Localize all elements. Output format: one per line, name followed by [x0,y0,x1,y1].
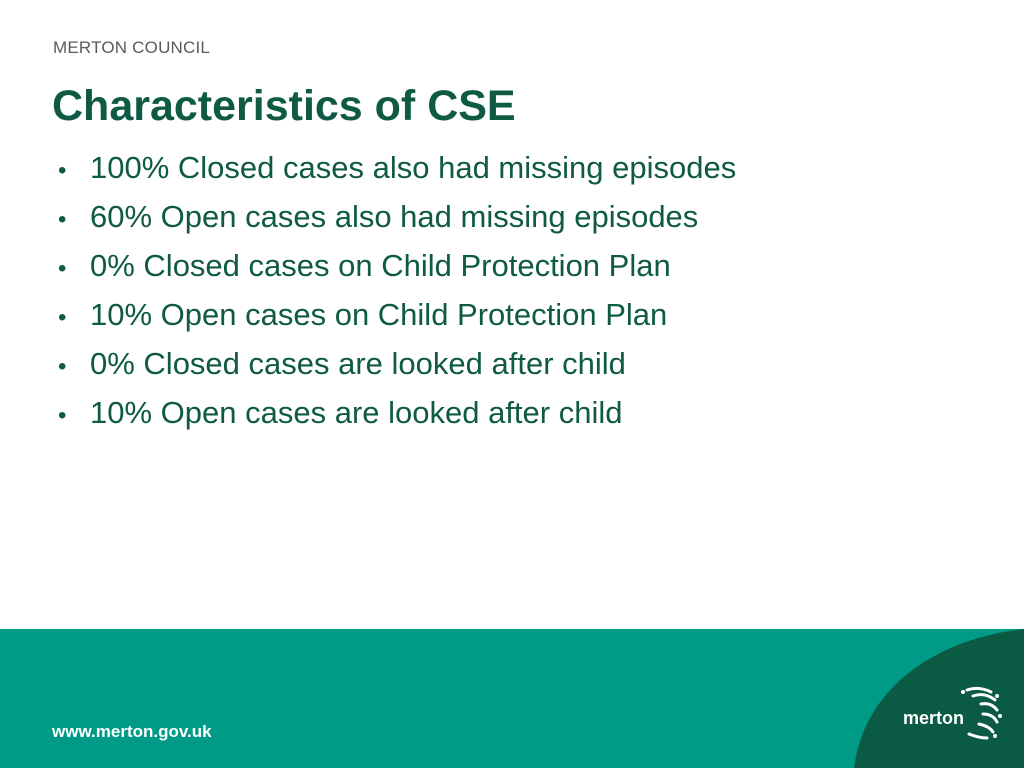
bullet-dot-icon: • [58,255,67,282]
bullet-dot-icon: • [58,304,67,331]
bullet-item [58,248,736,297]
bullet-text: 0% Closed cases are looked after child [90,346,626,381]
bullet-item [58,297,736,346]
bullet-dot-icon: • [58,353,67,380]
bullet-text: 10% Open cases are looked after child [90,395,623,430]
bullet-dot-icon: • [58,206,67,233]
merton-logo [903,684,1003,744]
bullet-item [58,199,736,248]
bullet-item [58,346,736,395]
footer-band [0,629,1024,768]
bullet-dot-icon: • [58,157,67,184]
slide-title: Characteristics of CSE [52,82,516,130]
bullet-item [58,150,736,199]
merton-emblem-icon [959,684,1003,742]
bullet-dot-icon: • [58,402,67,429]
header-brand: MERTON COUNCIL [53,38,211,57]
footer-url-link[interactable]: www.merton.gov.uk [52,722,212,741]
bullet-text: 60% Open cases also had missing episodes [90,199,699,234]
bullet-text: 100% Closed cases also had missing episodes [90,150,737,185]
bullet-text: 0% Closed cases on Child Protection Plan [90,248,671,283]
merton-wordmark: merton [903,708,965,728]
bullet-item [58,395,736,444]
bullet-list [58,150,736,444]
bullet-text: 10% Open cases on Child Protection Plan [90,297,668,332]
